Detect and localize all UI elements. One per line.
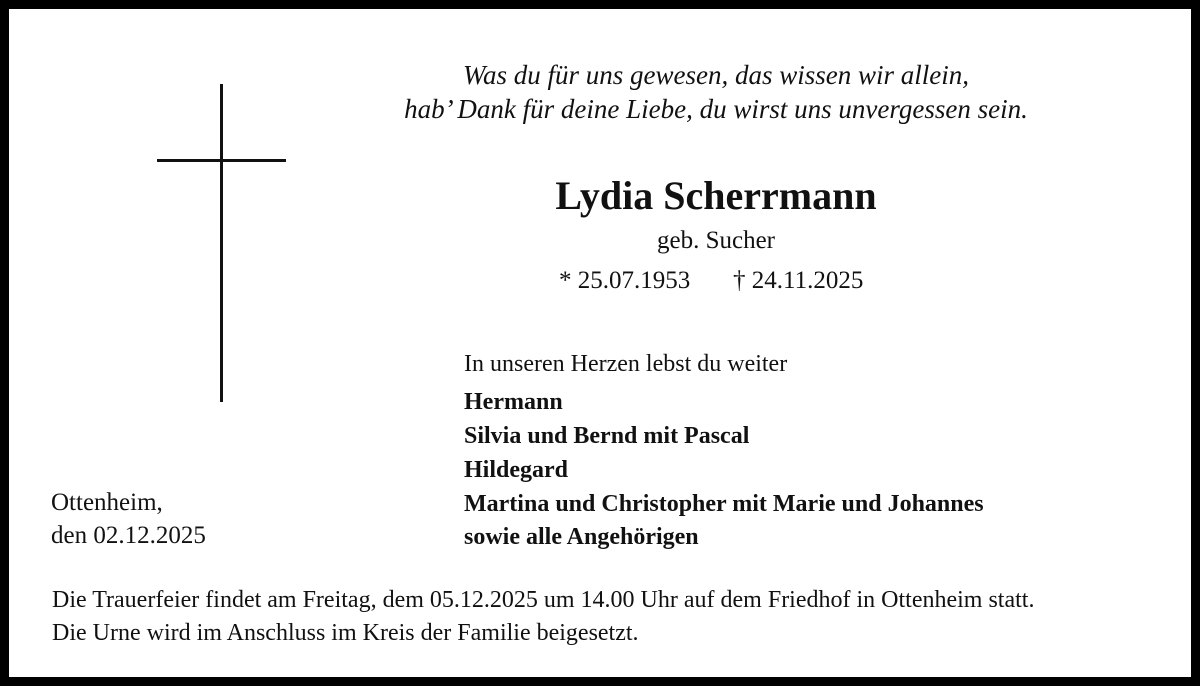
deceased-name: Lydia Scherrmann xyxy=(555,173,877,218)
mourners-intro: In unseren Herzen lebst du weiter xyxy=(464,351,788,377)
mourner-name: Hildegard xyxy=(464,457,569,483)
funeral-notice-line-2: Die Urne wird im Anschluss im Kreis der Familie beigesetzt. xyxy=(52,620,639,646)
place: Ottenheim, xyxy=(51,489,163,516)
notice-date: den 02.12.2025 xyxy=(51,522,206,549)
mourner-name: Hermann xyxy=(464,389,563,415)
mourner-name: sowie alle Angehörigen xyxy=(464,524,699,550)
maiden-name: geb. Sucher xyxy=(656,227,776,254)
quote-line-1: Was du für uns gewesen, das wissen wir allein, xyxy=(462,60,970,90)
funeral-notice-line-1: Die Trauerfeier findet am Freitag, dem 05.12.2025 um 14.00 Uhr auf dem Friedhof in Ottenheim statt. xyxy=(52,587,1035,613)
quote-line-2: hab’ Dank für deine Liebe, du wirst uns unvergessen sein. xyxy=(404,94,1028,124)
mourner-name: Silvia und Bernd mit Pascal xyxy=(464,423,750,449)
birth-date: * 25.07.1953 xyxy=(559,267,691,294)
mourner-name: Martina und Christopher mit Marie und Johannes xyxy=(464,491,984,517)
death-date: † 24.11.2025 xyxy=(733,267,864,294)
